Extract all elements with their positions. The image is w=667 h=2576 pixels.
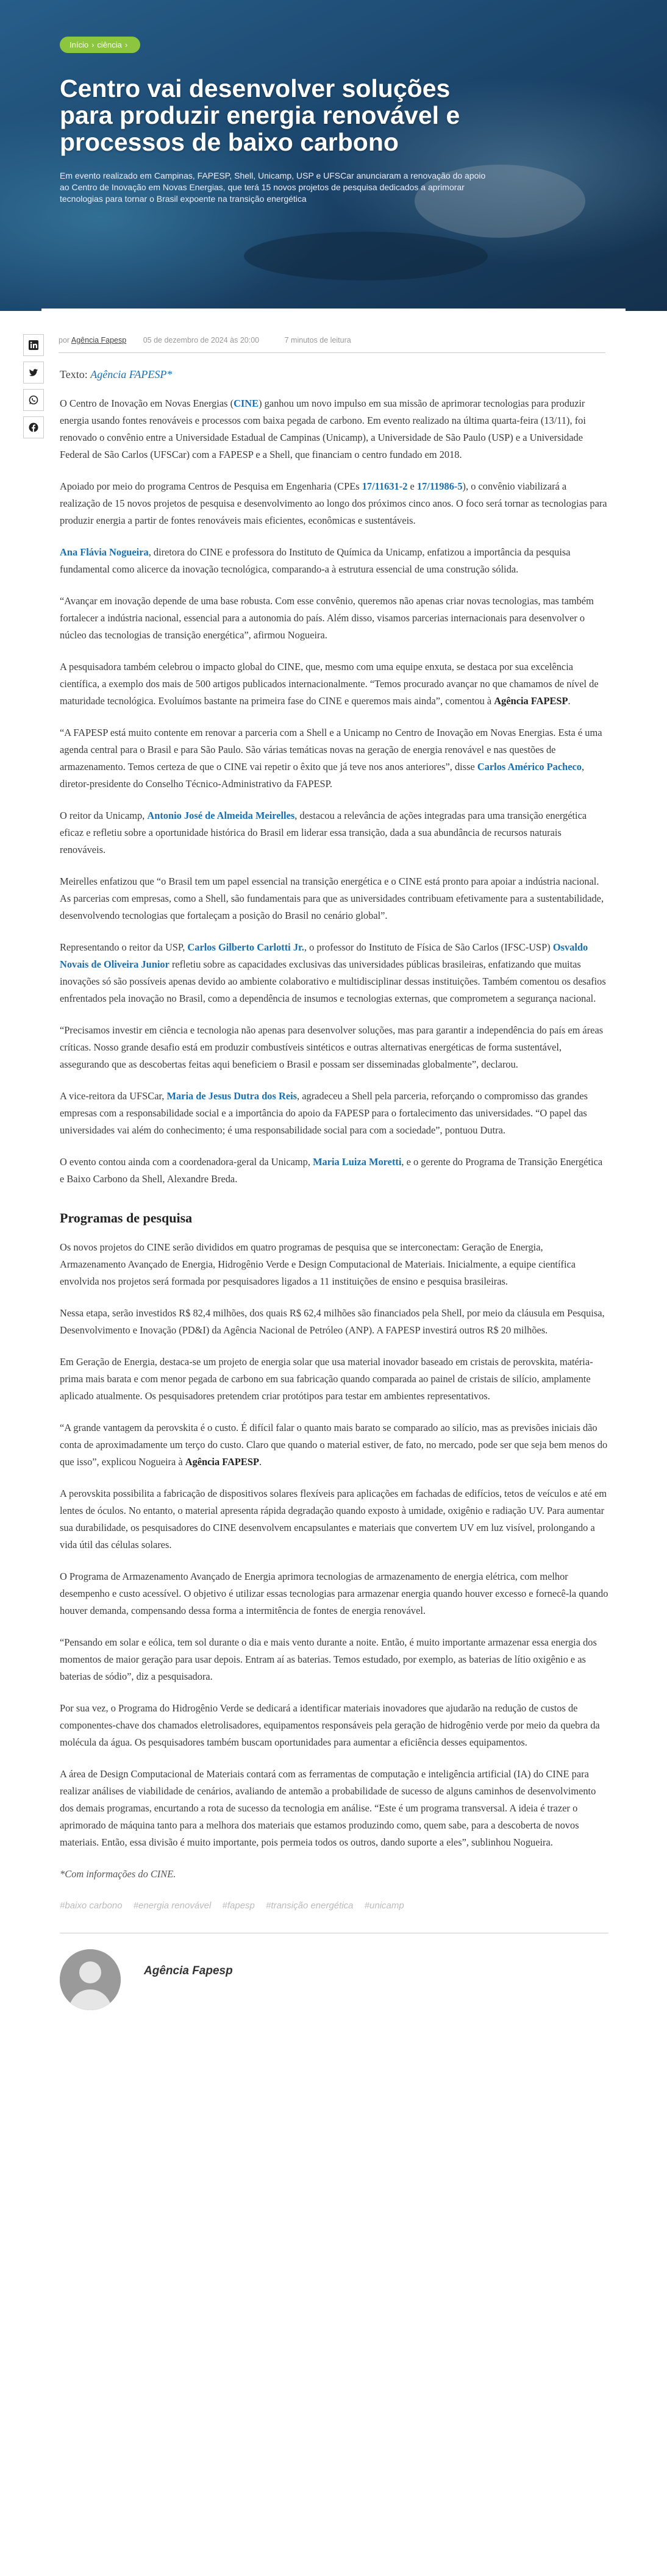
link-maria-luiza[interactable]: Maria Luiza Moretti xyxy=(313,1156,402,1168)
text: , agradeceu a Shell pela parceria, reforçando o compromisso das grandes empresas com a responsabilidade social e a importância do apoio da FAPESP para o fortalecimento das universidades. “O papel das universidades vai além do conhecimento; é uma responsabilidade social para com a sociedade”, pontuou Dutra. xyxy=(60,1090,588,1136)
paragraph: Os novos projetos do CINE serão divididos em quatro programas de pesquisa que se interconectam: Geração de Energia, Armazenamento Avançado de Energia, Hidrogênio Verde e Design Computacional de Materiais. Inicialmente, a equipe científica envolvida nos projetos será formada por pesquisadores ligados a 11 instituições de ensino e pesquisa brasileiras. xyxy=(60,1241,576,1287)
page-title: Centro vai desenvolver soluções para produzir energia renovável e processos de baixo carbono xyxy=(60,74,460,156)
paragraph: O Programa de Armazenamento Avançado de Energia aprimora tecnologias de armazenamento de energia elétrica, com melhor desempenho e custo acessível. O objetivo é utilizar essas tecnologias para armazenar energia quando houver excesso e fornecê-la quando houver demanda, compensando dessa forma a intermitência de fontes de energia renovável. xyxy=(60,1571,608,1616)
paragraph xyxy=(60,395,608,463)
text: , o professor do Instituto de Física de São Carlos (IFSC-USP) xyxy=(304,941,553,953)
paragraph: “Precisamos investir em ciência e tecnologia não apenas para desenvolver soluções, mas para garantir a independência do país em áreas críticas. Nosso grande desafio está em produzir combustíveis sintéticos e outras alternativas energéticas de forma sustentável, assegurando que as descobertas feitas aqui beneficiem o Brasil e possam ser disseminadas globalmente”, declarou. xyxy=(60,1024,604,1070)
text: ) ganhou um novo impulso em sua missão de aprimorar tecnologias para produzir energia usando fontes renováveis e processos com baixa pegada de carbono. Em evento realizado na última quarta-feira (13/11), foi renovado o convênio entre a Universidade Estadual de Campinas (Unicamp), a Universidade de São Paulo (USP) e a Universidade Federal de São Carlos (UFSCar) com a FAPESP e a Shell, que financiam o centro fundado em 2018. xyxy=(60,398,586,460)
paragraph: “Pensando em solar e eólica, tem sol durante o dia e mais vento durante a noite. Então, é muito importante armazenar essa energia dos momentos de maior geração para usar depois. Entram aí as baterias. Temos estudado, por exemplo, as baterias de lítio oxigênio e as baterias de sódio”, diz a pesquisadora. xyxy=(60,1636,597,1682)
text: , diretor-presidente do Conselho Técnico-Administrativo da FAPESP. xyxy=(60,761,585,790)
bold-text: Agência FAPESP xyxy=(494,695,568,707)
share-linkedin-button[interactable] xyxy=(23,334,44,356)
avatar xyxy=(60,1949,121,2010)
whatsapp-icon xyxy=(29,395,38,405)
paragraph: Meirelles enfatizou que “o Brasil tem um papel essencial na transição energética e o CINE está pronto para apoiar a indústria nacional. As parcerias com empresas, como a Shell, são fundamentais para que as universidades contribuam efetivamente para a sustentabilidade, desenvolvendo tecnologias que fortaleçam a posição do Brasil no cenário global”. xyxy=(60,876,604,921)
paragraph: A área de Design Computacional de Materiais contará com as ferramentas de computação e inteligência artificial (IA) do CINE para realizar análises de viabilidade de cenários, avaliando de antemão a probabilidade de sucesso de alguns caminhos de desenvolvimento dos demais programas, encurtando a rota de sucesso da tecnologia em análise. “Este é um programa transversal. A ideia é trazer o aprimorado de máquina tanto para a melhora dos materiais que estamos produzindo como, quem sabe, para a descoberta de novos materiais. Então, essa divisão é muito importante, pois permeia todos os outros, dando suporte a eles”, sublinhou Nogueira. xyxy=(60,1768,596,1848)
meta-date: 05 de dezembro de 2024 às 20:00 xyxy=(143,336,260,344)
link-osvaldo[interactable]: Osvaldo Novais de Oliveira Junior xyxy=(60,941,588,970)
tag-link[interactable]: #transição energética xyxy=(266,1900,354,1911)
link-maria-de-jesus[interactable]: Maria de Jesus Dutra dos Reis xyxy=(166,1090,298,1102)
article-lead: Em evento realizado em Campinas, FAPESP, Shell, Unicamp, USP e UFSCar anunciaram a renovação do apoio ao Centro de Inovação em Novas Energias, que terá 15 novos projetos de pesquisa dedicados a aprimorar tecnologias para tornar o Brasil expoente na transição energética xyxy=(60,171,486,204)
paragraph: “Avançar em inovação depende de uma base robusta. Com esse convênio, queremos não apenas criar novas tecnologias, mas também fortalecer a indústria nacional, essencial para a autonomia do país. Além disso, visamos parcerias internacionais para desenvolver o núcleo das tecnologias de transição energética”, afirmou Nogueira. xyxy=(60,595,594,641)
source-line xyxy=(60,366,608,383)
text: O Centro de Inovação em Novas Energias ( xyxy=(60,398,234,409)
footnote: *Com informações do CINE. xyxy=(60,1868,176,1880)
link-process-2[interactable]: 17/11986-5 xyxy=(416,480,463,492)
text: Representando o reitor da USP, xyxy=(60,941,188,953)
section-heading: Programas de pesquisa xyxy=(60,1210,193,1226)
text: , diretora do CINE e professora do Instituto de Química da Unicamp, enfatizou a importância da pesquisa fundamental como alicerce da inovação tecnológica, comparando-a à estrutura essencial de uma construção sólida. xyxy=(60,546,571,575)
bold-text: Agência FAPESP xyxy=(185,1456,259,1468)
meta-divider xyxy=(59,352,605,353)
tag-link[interactable]: #fapesp xyxy=(222,1900,255,1911)
text: “A grande vantagem da perovskita é o custo. É difícil falar o quanto mais barato se comparado ao silício, mas as previsões iniciais dão conta de aproximadamente um terço do custo. Claro que quando o material estiver, de fato, no mercado, pode ser que seja bem menos do que isso”, explicou Nogueira à xyxy=(60,1422,608,1468)
breadcrumb-separator: › xyxy=(91,40,95,49)
text: “A FAPESP está muito contente em renovar a parceria com a Shell e a Unicamp no Centro de Inovação em Novas Energias. Esta é uma agenda central para o Brasil e para São Paulo. São várias temáticas novas na geração de energia renovável e nas questões de armazenamento. Temos certeza de que o CINE vai repetir o êxito que já teve nos anos anteriores”, disse xyxy=(60,727,602,772)
author-box xyxy=(60,1949,608,2010)
author-name[interactable]: Agência Fapesp xyxy=(144,1964,233,1977)
share-whatsapp-button[interactable] xyxy=(23,389,44,411)
text: ), o convênio viabilizará a realização de 15 novos projetos de pesquisa e desenvolvimento ao longo dos próximos cinco anos. O foco será tornar as tecnologias para produzir energia a partir de fontes renováveis mais eficientes, econômicas e sustentáveis. xyxy=(60,480,607,526)
facebook-icon xyxy=(29,423,38,432)
paragraph xyxy=(60,1419,608,1471)
linkedin-icon xyxy=(29,340,38,350)
paragraph: Nessa etapa, serão investidos R$ 82,4 milhões, dos quais R$ 62,4 milhões são financiados pela Shell, por meio da cláusula em Pesquisa, Desenvolvimento e Inovação (PD&I) da Agência Nacional de Petróleo (ANP). A FAPESP investirá outros R$ 20 milhões. xyxy=(60,1307,605,1336)
text: A vice-reitora da UFSCar, xyxy=(60,1090,167,1102)
twitter-icon xyxy=(29,368,38,377)
share-twitter-button[interactable] xyxy=(23,362,44,384)
source-link[interactable]: Agência FAPESP* xyxy=(90,368,173,380)
paragraph xyxy=(60,544,608,578)
share-bar xyxy=(23,334,44,444)
text: refletiu sobre as capacidades exclusivas das universidades públicas brasileiras, enfatizando que muitas inovações só são possíveis apenas devido ao ambiente colaborativo e multidisciplinar dessas instituições. Também comentou os desafios enfrentados pela inovação no Brasil, como a dependência de insumos e tecnologias externas, que comprometem a segurança nacional. xyxy=(60,958,606,1004)
text: . xyxy=(259,1456,262,1468)
paragraph xyxy=(60,1088,608,1139)
paragraph xyxy=(60,724,608,793)
meta-by: por xyxy=(59,336,70,344)
paragraph xyxy=(60,807,608,858)
user-avatar-icon xyxy=(60,1949,121,2010)
meta-reading-time: 7 minutos de leitura xyxy=(284,336,351,344)
text: O reitor da Unicamp, xyxy=(60,810,148,821)
paragraph: Em Geração de Energia, destaca-se um projeto de energia solar que usa material inovador baseado em cristais de perovskita, matéria-prima mais barata e com menor pegada de carbono em sua fabricação quando comparada ao painel de cristais de silício, amplamente aplicado atualmente. Os pesquisadores pretendem criar protótipos para testar em ambientes representativos. xyxy=(60,1356,593,1402)
paragraph: Por sua vez, o Programa do Hidrogênio Verde se dedicará a identificar materiais inovadores que ajudarão na redução de custos de componentes-chave dos chamados eletrolisadores, equipamentos responsáveis pela geração de hidrogênio verde por meio da quebra da molécula da água. Os pesquisadores também buscam oportunidades para aumentar a eficiência desses equipamentos. xyxy=(60,1702,600,1748)
paragraph: A perovskita possibilita a fabricação de dispositivos solares flexíveis para aplicações em fachadas de edifícios, tetos de veículos e até em lentes de óculos. No entanto, o material apresenta rápida degradação quando exposto à umidade, oxigênio e radiação UV. Para aumentar sua durabilidade, os pesquisadores do CINE desenvolvem encapsulantes e materiais que convertem UV em luz visível, prolongando a vida útil das células solares. xyxy=(60,1488,607,1550)
text: , destacou a relevância de ações integradas para uma transição energética eficaz e refletiu sobre a oportunidade histórica do Brasil em liderar essa transição, dada a sua abundância de recursos naturais renováveis. xyxy=(60,810,587,855)
tag-link[interactable]: #baixo carbono xyxy=(60,1900,123,1911)
text: O evento contou ainda com a coordenadora-geral da Unicamp, xyxy=(60,1156,313,1168)
text: . xyxy=(568,695,571,707)
paragraph xyxy=(60,939,608,1007)
tag-link[interactable]: #energia renovável xyxy=(133,1900,212,1911)
link-cine[interactable]: CINE xyxy=(234,398,259,409)
breadcrumb xyxy=(60,37,140,53)
tag-list xyxy=(60,1897,608,1914)
link-carlos-americo[interactable]: Carlos Américo Pacheco xyxy=(477,761,582,772)
source-label: Texto: xyxy=(60,368,88,380)
paragraph xyxy=(60,658,608,710)
share-facebook-button[interactable] xyxy=(23,416,44,438)
breadcrumb-home[interactable]: Início xyxy=(70,40,89,49)
breadcrumb-section[interactable]: ciência xyxy=(97,40,122,49)
text: , e o gerente do Programa de Transição Energética e Baixo Carbono da Shell, Alexandre Breda. xyxy=(60,1156,603,1185)
link-carlotti[interactable]: Carlos Gilberto Carlotti Jr. xyxy=(187,941,304,953)
link-ana-flavia[interactable]: Ana Flávia Nogueira xyxy=(60,546,149,558)
article-meta xyxy=(59,336,351,344)
text: A pesquisadora também celebrou o impacto global do CINE, que, mesmo com uma equipe enxuta, se destaca por sua excelência científica, a exemplo dos mais de 500 artigos publicados internacionalmente. “Temos procurado avançar no que chamamos de nível de maturidade tecnológica. Evoluímos bastante na primeira fase do CINE e queremos mais ainda”, comentou à xyxy=(60,661,599,707)
paragraph xyxy=(60,1154,608,1188)
text: e xyxy=(407,480,417,492)
meta-author-link[interactable]: Agência Fapesp xyxy=(71,336,127,344)
link-meirelles[interactable]: Antonio José de Almeida Meirelles xyxy=(147,810,295,821)
link-process-1[interactable]: 17/11631-2 xyxy=(362,480,408,492)
breadcrumb-separator-end: › xyxy=(124,40,128,49)
hero-banner xyxy=(0,0,667,311)
text: Apoiado por meio do programa Centros de Pesquisa em Engenharia (CPEs xyxy=(60,480,362,492)
tag-link[interactable]: #unicamp xyxy=(364,1900,404,1911)
article-body xyxy=(60,366,608,2010)
paragraph xyxy=(60,478,608,529)
